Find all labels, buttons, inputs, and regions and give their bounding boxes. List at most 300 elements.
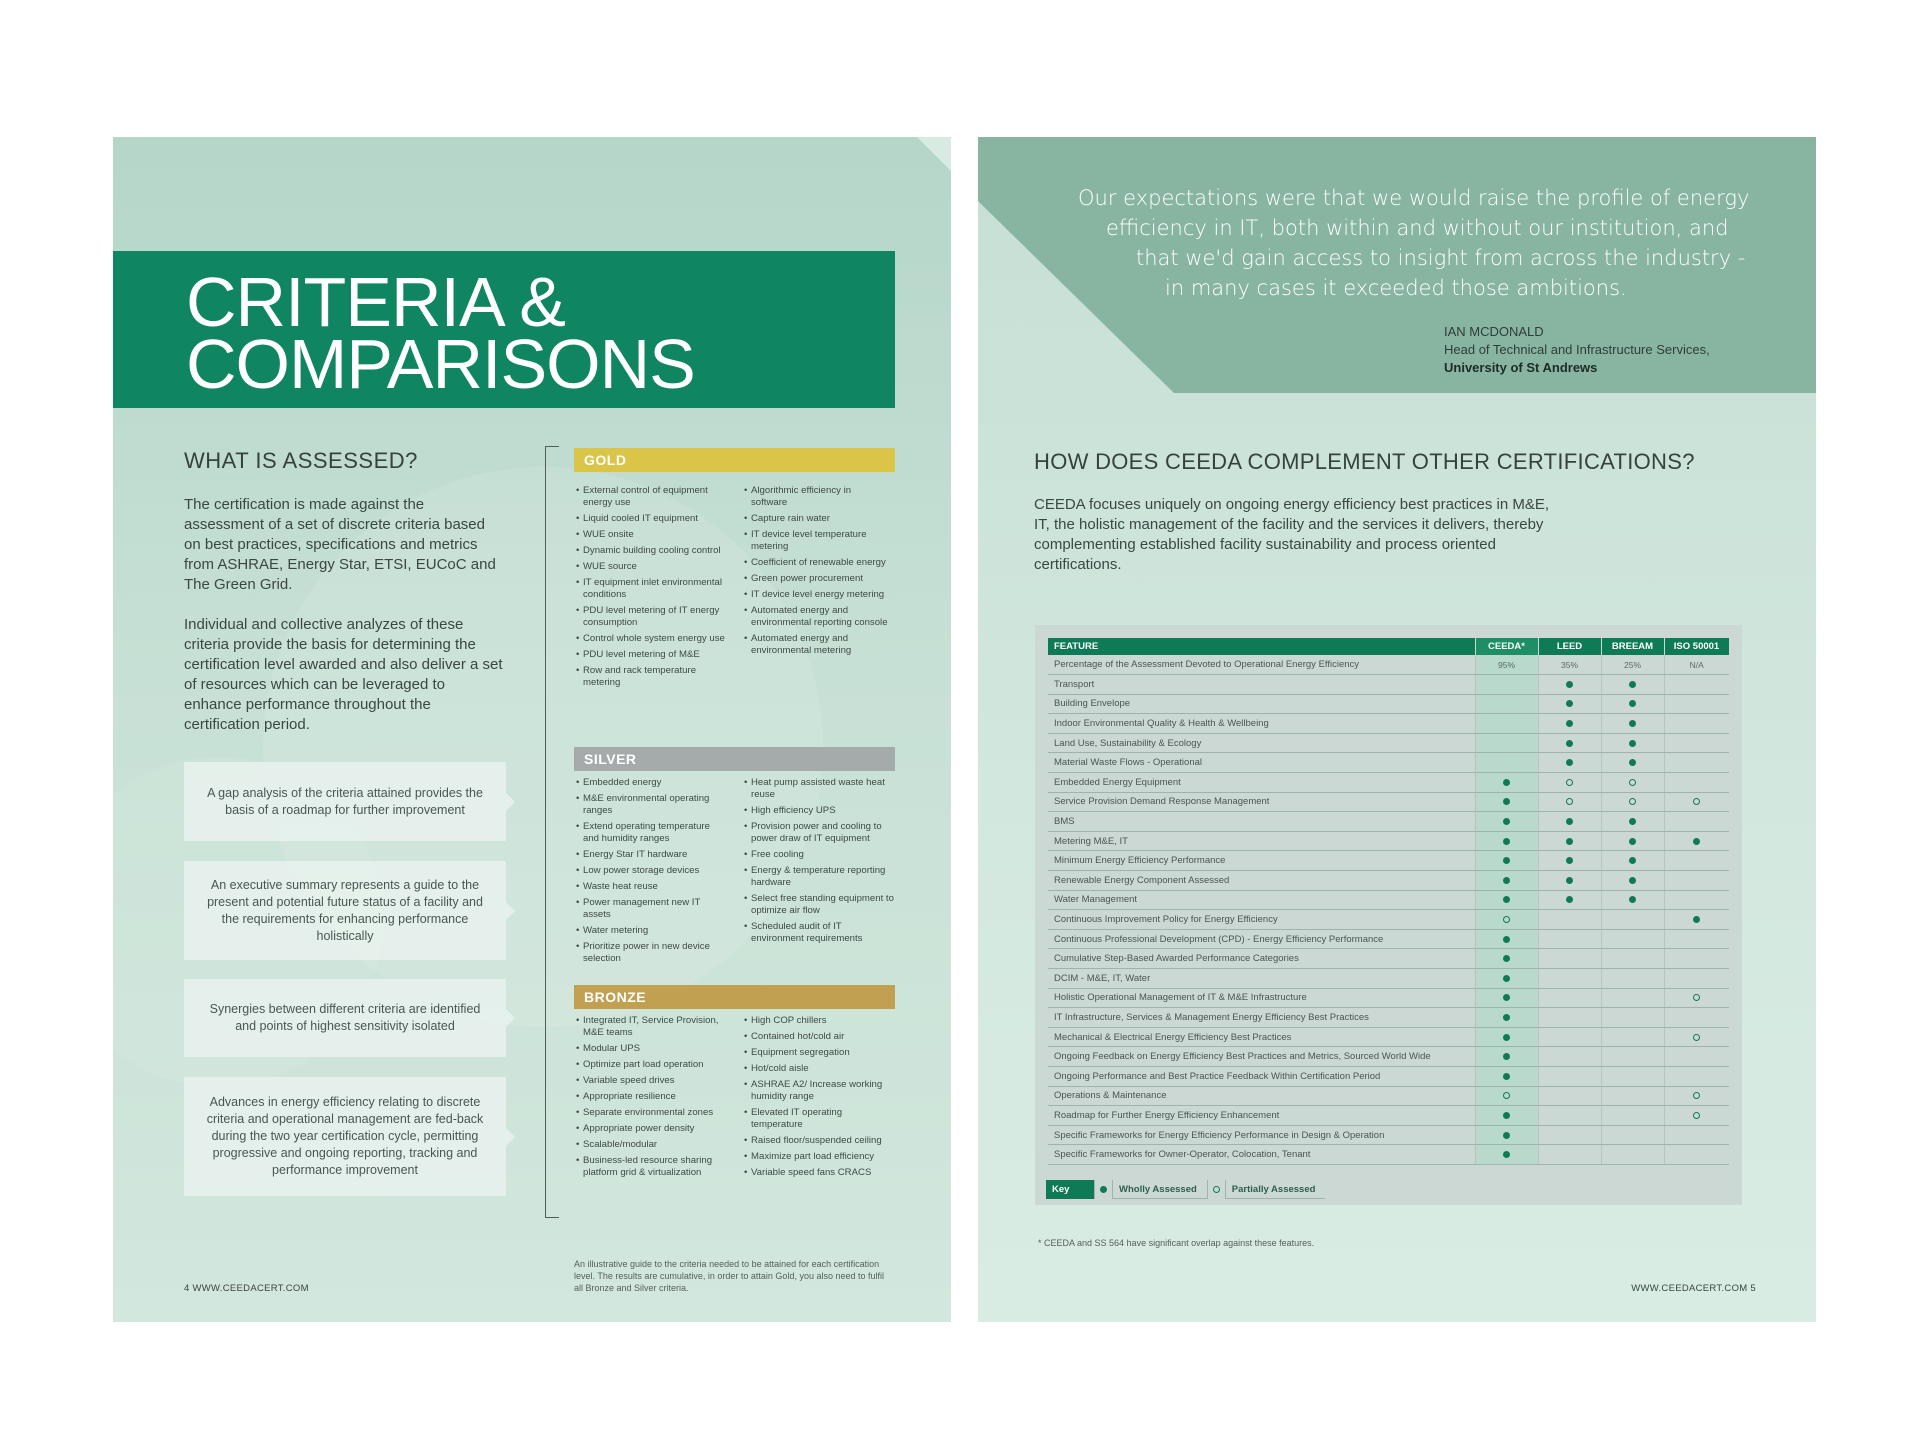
filled-circle-icon <box>1566 740 1573 747</box>
intro-paragraph-1: The certification is made against the assessment of a set of discrete criteria based on best practices, specifications and metrics from ASHRAE, Energy Star, ETSI, EUCoC and The Green Grid. <box>184 496 496 593</box>
empty-circle-icon <box>1693 1112 1700 1119</box>
mark-cell <box>1664 871 1729 891</box>
table-row <box>1048 773 1729 793</box>
feature-cell: Continuous Professional Development (CPD) - Energy Efficiency Performance <box>1048 929 1475 949</box>
criteria-item: • Power management new IT assets <box>576 897 726 921</box>
mark-cell <box>1601 1145 1664 1165</box>
feature-cell: BMS <box>1048 812 1475 832</box>
criteria-item: • Coefficient of renewable energy <box>744 557 889 569</box>
mark-cell <box>1601 1106 1664 1126</box>
mark-cell <box>1538 1086 1601 1106</box>
table-row <box>1048 1125 1729 1145</box>
mark-cell <box>1475 694 1538 714</box>
mark-cell <box>1601 753 1664 773</box>
criteria-item: • Waste heat reuse <box>576 881 726 893</box>
page-fold-corner <box>917 137 951 171</box>
filled-circle-icon <box>1503 1073 1510 1080</box>
empty-circle-icon <box>1693 1092 1700 1099</box>
criteria-item: • Contained hot/cold air <box>744 1031 894 1043</box>
filled-circle-icon <box>1503 1112 1510 1119</box>
footer-left: 4 WWW.CEEDACERT.COM <box>184 1283 309 1294</box>
criteria-item: • Low power storage devices <box>576 865 726 877</box>
mark-cell <box>1538 1008 1601 1028</box>
filled-circle-icon <box>1566 877 1573 884</box>
filled-circle-icon <box>1566 681 1573 688</box>
criteria-item: • Equipment segregation <box>744 1047 894 1059</box>
feature-cell: DCIM - M&E, IT, Water <box>1048 969 1475 989</box>
mark-cell <box>1664 1008 1729 1028</box>
criteria-item: • Control whole system energy use <box>576 633 726 645</box>
mark-cell <box>1664 988 1729 1008</box>
mark-cell <box>1664 851 1729 871</box>
feature-cell: Transport <box>1048 675 1475 695</box>
criteria-bracket <box>545 446 559 1218</box>
table-row <box>1048 910 1729 930</box>
mark-cell <box>1538 792 1601 812</box>
filled-circle-icon <box>1629 877 1636 884</box>
criteria-item: • Raised floor/suspended ceiling <box>744 1135 894 1147</box>
mark-cell <box>1664 1125 1729 1145</box>
filled-circle-icon <box>1693 838 1700 845</box>
mark-cell <box>1475 851 1538 871</box>
bronze-criteria-list-2 <box>744 1015 894 1183</box>
mark-cell <box>1601 675 1664 695</box>
criteria-item: • Heat pump assisted waste heat reuse <box>744 777 894 801</box>
mark-cell <box>1664 1106 1729 1126</box>
mark-cell <box>1538 733 1601 753</box>
mark-cell <box>1475 949 1538 969</box>
mark-cell <box>1538 1145 1601 1165</box>
criteria-item: • Energy & temperature reporting hardware <box>744 865 894 889</box>
mark-cell <box>1538 753 1601 773</box>
empty-circle-icon <box>1693 994 1700 1001</box>
filled-circle-icon <box>1566 838 1573 845</box>
mark-cell <box>1475 753 1538 773</box>
filled-circle-icon <box>1629 759 1636 766</box>
complement-paragraph: CEEDA focuses uniquely on ongoing energy efficiency best practices in M&E, IT, the holistic management of the facility and the services it delivers, thereby complementing established facility sustainability and process oriented certifications. <box>1034 496 1550 573</box>
section-heading-what-is-assessed: WHAT IS ASSESSED? <box>184 448 418 473</box>
table-row <box>1048 890 1729 910</box>
mark-cell <box>1601 988 1664 1008</box>
table-row <box>1048 831 1729 851</box>
criteria-item: • Separate environmental zones <box>576 1107 726 1119</box>
criteria-item: • Water metering <box>576 925 726 937</box>
percent-cell-ceeda: 95% <box>1475 655 1538 675</box>
quote-line: that we'd gain access to insight from across the industry - <box>1136 246 1746 270</box>
section-heading-complement: HOW DOES CEEDA COMPLEMENT OTHER CERTIFICATIONS? <box>1034 449 1695 474</box>
mark-cell <box>1664 1066 1729 1086</box>
feature-cell: Operations & Maintenance <box>1048 1086 1475 1106</box>
mark-cell <box>1664 1027 1729 1047</box>
mark-cell <box>1538 871 1601 891</box>
mark-cell <box>1601 1008 1664 1028</box>
mark-cell <box>1538 851 1601 871</box>
criteria-item: • Free cooling <box>744 849 894 861</box>
mark-cell <box>1601 871 1664 891</box>
key-partially-assessed: Partially Assessed <box>1225 1180 1326 1199</box>
mark-cell <box>1475 1047 1538 1067</box>
feature-cell: Percentage of the Assessment Devoted to Operational Energy Efficiency <box>1048 655 1475 675</box>
filled-circle-icon <box>1503 818 1510 825</box>
filled-circle-icon <box>1503 1151 1510 1158</box>
mark-cell <box>1538 910 1601 930</box>
criteria-item: • High efficiency UPS <box>744 805 894 817</box>
mark-cell <box>1475 1125 1538 1145</box>
mark-cell <box>1538 714 1601 734</box>
criteria-item: • Maximize part load efficiency <box>744 1151 894 1163</box>
feature-cell: IT Infrastructure, Services & Management Energy Efficiency Best Practices <box>1048 1008 1475 1028</box>
filled-circle-icon <box>1566 720 1573 727</box>
empty-circle-icon <box>1503 1092 1510 1099</box>
table-header-row <box>1048 638 1729 655</box>
gold-criteria-list-1 <box>576 485 726 693</box>
empty-circle-icon <box>1629 798 1636 805</box>
mark-cell <box>1538 773 1601 793</box>
feature-cell: Minimum Energy Efficiency Performance <box>1048 851 1475 871</box>
mark-cell <box>1601 831 1664 851</box>
mark-cell <box>1538 831 1601 851</box>
criteria-item: • Energy Star IT hardware <box>576 849 726 861</box>
mark-cell <box>1538 1125 1601 1145</box>
mark-cell <box>1475 1066 1538 1086</box>
gold-level-header: GOLD <box>574 448 895 472</box>
mark-cell <box>1475 1027 1538 1047</box>
filled-circle-icon <box>1566 818 1573 825</box>
mark-cell <box>1475 910 1538 930</box>
mark-cell <box>1475 675 1538 695</box>
filled-circle-icon <box>1503 975 1510 982</box>
quote-line: efficiency in IT, both within and without our institution, and <box>1106 216 1729 240</box>
filled-circle-icon <box>1503 1053 1510 1060</box>
key-label: Key <box>1046 1180 1094 1199</box>
mark-cell <box>1538 929 1601 949</box>
left-page <box>113 137 951 1322</box>
mark-cell <box>1664 733 1729 753</box>
mark-cell <box>1475 812 1538 832</box>
criteria-item: • Appropriate resilience <box>576 1091 726 1103</box>
mark-cell <box>1475 1008 1538 1028</box>
table-row <box>1048 1047 1729 1067</box>
percent-cell-breeam: 25% <box>1601 655 1664 675</box>
criteria-item: • Automated energy and environmental metering <box>744 633 889 657</box>
filled-circle-icon <box>1566 759 1573 766</box>
table-row <box>1048 1027 1729 1047</box>
empty-circle-icon <box>1566 798 1573 805</box>
mark-cell <box>1664 753 1729 773</box>
mark-cell <box>1664 890 1729 910</box>
table-row <box>1048 714 1729 734</box>
filled-circle-icon <box>1094 1180 1112 1199</box>
criteria-item: • Scalable/modular <box>576 1139 726 1151</box>
feature-cell: Land Use, Sustainability & Ecology <box>1048 733 1475 753</box>
quote-attribution <box>1444 323 1710 377</box>
filled-circle-icon <box>1503 1014 1510 1021</box>
bronze-criteria-list-1 <box>576 1015 726 1183</box>
criteria-item: • PDU level metering of M&E <box>576 649 726 661</box>
mark-cell <box>1601 733 1664 753</box>
feature-cell: Holistic Operational Management of IT & M&E Infrastructure <box>1048 988 1475 1008</box>
criteria-item: • WUE onsite <box>576 529 726 541</box>
mark-cell <box>1601 1027 1664 1047</box>
table-row <box>1048 1066 1729 1086</box>
mark-cell <box>1475 1145 1538 1165</box>
filled-circle-icon <box>1503 857 1510 864</box>
title-banner <box>113 251 895 408</box>
table-row <box>1048 929 1729 949</box>
header-feature: FEATURE <box>1048 638 1475 655</box>
mark-cell <box>1601 890 1664 910</box>
mark-cell <box>1538 988 1601 1008</box>
comparison-table-panel <box>1035 625 1742 1205</box>
silver-criteria-list-1 <box>576 777 726 969</box>
filled-circle-icon <box>1503 1034 1510 1041</box>
filled-circle-icon <box>1629 857 1636 864</box>
mark-cell <box>1475 969 1538 989</box>
mark-cell <box>1601 851 1664 871</box>
criteria-item: • Variable speed drives <box>576 1075 726 1087</box>
criteria-item: • Business-led resource sharing platform grid & virtualization <box>576 1155 726 1179</box>
criteria-item: • Integrated IT, Service Provision, M&E teams <box>576 1015 726 1039</box>
filled-circle-icon <box>1503 1132 1510 1139</box>
criteria-item: • Scheduled audit of IT environment requirements <box>744 921 894 945</box>
gold-criteria-list-2 <box>744 485 889 661</box>
mark-cell <box>1601 792 1664 812</box>
mark-cell <box>1664 910 1729 930</box>
filled-circle-icon <box>1503 877 1510 884</box>
header-leed: LEED <box>1538 638 1601 655</box>
callout-advances: Advances in energy efficiency relating to discrete criteria and operational management are fed-back during the two year certification cycle, permitting progressive and ongoing reporting, tracking and performance improvement <box>184 1077 506 1196</box>
feature-cell: Metering M&E, IT <box>1048 831 1475 851</box>
callout-executive-summary: An executive summary represents a guide to the present and potential future status of a facility and the requirements for enhancing performance holistically <box>184 861 506 960</box>
criteria-item: • Variable speed fans CRACS <box>744 1167 894 1179</box>
page-title-line-1: CRITERIA & <box>186 263 565 341</box>
table-row <box>1048 871 1729 891</box>
mark-cell <box>1538 1027 1601 1047</box>
filled-circle-icon <box>1503 936 1510 943</box>
criteria-item: • Green power procurement <box>744 573 889 585</box>
mark-cell <box>1475 988 1538 1008</box>
table-row <box>1048 1145 1729 1165</box>
mark-cell <box>1475 1106 1538 1126</box>
criteria-item: • Elevated IT operating temperature <box>744 1107 894 1131</box>
mark-cell <box>1664 929 1729 949</box>
mark-cell <box>1538 969 1601 989</box>
criteria-item: • M&E environmental operating ranges <box>576 793 726 817</box>
silver-criteria-list-2 <box>744 777 894 949</box>
intro-paragraph-2: Individual and collective analyzes of these criteria provide the basis for determining the certification level awarded and also deliver a set of resources which can be leveraged to enhance performance throughout the certification period. <box>184 616 503 733</box>
mark-cell <box>1664 1145 1729 1165</box>
feature-cell: Ongoing Performance and Best Practice Feedback Within Certification Period <box>1048 1066 1475 1086</box>
table-row <box>1048 694 1729 714</box>
filled-circle-icon <box>1503 798 1510 805</box>
mark-cell <box>1664 949 1729 969</box>
criteria-item: • High COP chillers <box>744 1015 894 1027</box>
percent-cell-iso: N/A <box>1664 655 1729 675</box>
mark-cell <box>1601 1047 1664 1067</box>
table-row <box>1048 675 1729 695</box>
mark-cell <box>1475 929 1538 949</box>
mark-cell <box>1601 949 1664 969</box>
footer-right: WWW.CEEDACERT.COM 5 <box>1631 1283 1756 1294</box>
mark-cell <box>1538 1106 1601 1126</box>
mark-cell <box>1538 694 1601 714</box>
criteria-item: • Capture rain water <box>744 513 889 525</box>
table-row <box>1048 949 1729 969</box>
mark-cell <box>1475 871 1538 891</box>
attribution-name: IAN MCDONALD <box>1444 324 1544 339</box>
mark-cell <box>1475 714 1538 734</box>
table-row <box>1048 1106 1729 1126</box>
filled-circle-icon <box>1566 857 1573 864</box>
attribution-organisation: University of St Andrews <box>1444 360 1598 375</box>
mark-cell <box>1601 714 1664 734</box>
empty-circle-icon <box>1503 916 1510 923</box>
filled-circle-icon <box>1629 818 1636 825</box>
table-footnote: * CEEDA and SS 564 have significant overlap against these features. <box>1038 1238 1315 1248</box>
filled-circle-icon <box>1629 838 1636 845</box>
mark-cell <box>1475 773 1538 793</box>
mark-cell <box>1664 812 1729 832</box>
criteria-item: • Select free standing equipment to optimize air flow <box>744 893 894 917</box>
feature-cell: Cumulative Step-Based Awarded Performance Categories <box>1048 949 1475 969</box>
attribution-role: Head of Technical and Infrastructure Services, <box>1444 342 1710 357</box>
empty-circle-icon <box>1693 798 1700 805</box>
mark-cell <box>1601 969 1664 989</box>
mark-cell <box>1475 1086 1538 1106</box>
key-wholly-assessed: Wholly Assessed <box>1112 1180 1207 1199</box>
filled-circle-icon <box>1503 994 1510 1001</box>
feature-cell: Embedded Energy Equipment <box>1048 773 1475 793</box>
criteria-item: • PDU level metering of IT energy consumption <box>576 605 726 629</box>
feature-cell: Renewable Energy Component Assessed <box>1048 871 1475 891</box>
table-row <box>1048 733 1729 753</box>
criteria-item: • External control of equipment energy use <box>576 485 726 509</box>
mark-cell <box>1601 929 1664 949</box>
criteria-item: • Extend operating temperature and humidity ranges <box>576 821 726 845</box>
criteria-item: • Modular UPS <box>576 1043 726 1055</box>
criteria-note: An illustrative guide to the criteria needed to be attained for each certification level. The results are cumulative, in order to attain Gold, you also need to fulfil all Bronze and Silver criteria. <box>574 1259 884 1293</box>
mark-cell <box>1538 949 1601 969</box>
mark-cell <box>1475 890 1538 910</box>
feature-cell: Continuous Improvement Policy for Energy Efficiency <box>1048 910 1475 930</box>
filled-circle-icon <box>1503 779 1510 786</box>
mark-cell <box>1601 812 1664 832</box>
callout-gap-analysis: A gap analysis of the criteria attained provides the basis of a roadmap for further improvement <box>184 762 506 841</box>
mark-cell <box>1601 1086 1664 1106</box>
criteria-item: • Row and rack temperature metering <box>576 665 726 689</box>
mark-cell <box>1664 1086 1729 1106</box>
right-page <box>978 137 1816 1322</box>
mark-cell <box>1664 694 1729 714</box>
mark-cell <box>1664 831 1729 851</box>
mark-cell <box>1664 792 1729 812</box>
mark-cell <box>1664 969 1729 989</box>
comparison-table <box>1048 638 1730 1165</box>
filled-circle-icon <box>1503 955 1510 962</box>
table-row <box>1048 969 1729 989</box>
criteria-item: • Provision power and cooling to power draw of IT equipment <box>744 821 894 845</box>
percent-cell-leed: 35% <box>1538 655 1601 675</box>
table-row <box>1048 988 1729 1008</box>
feature-cell: Indoor Environmental Quality & Health & Wellbeing <box>1048 714 1475 734</box>
criteria-item: • Prioritize power in new device selection <box>576 941 726 965</box>
feature-cell: Building Envelope <box>1048 694 1475 714</box>
filled-circle-icon <box>1629 896 1636 903</box>
criteria-item: • Embedded energy <box>576 777 726 789</box>
feature-cell: Specific Frameworks for Energy Efficiency Performance in Design & Operation <box>1048 1125 1475 1145</box>
quote-line: Our expectations were that we would raise the profile of energy <box>1078 186 1750 210</box>
filled-circle-icon <box>1503 838 1510 845</box>
mark-cell <box>1475 733 1538 753</box>
quote-line: in many cases it exceeded those ambitions. <box>1165 276 1627 300</box>
criteria-item: • Liquid cooled IT equipment <box>576 513 726 525</box>
mark-cell <box>1601 1066 1664 1086</box>
mark-cell <box>1538 675 1601 695</box>
header-breeam: BREEAM <box>1601 638 1664 655</box>
mark-cell <box>1664 1047 1729 1067</box>
empty-circle-icon <box>1566 779 1573 786</box>
criteria-item: • Algorithmic efficiency in software <box>744 485 889 509</box>
filled-circle-icon <box>1629 720 1636 727</box>
table-key <box>1046 1180 1325 1199</box>
feature-cell: Mechanical & Electrical Energy Efficiency Best Practices <box>1048 1027 1475 1047</box>
filled-circle-icon <box>1629 681 1636 688</box>
table-row <box>1048 753 1729 773</box>
empty-circle-icon <box>1629 779 1636 786</box>
mark-cell <box>1601 773 1664 793</box>
table-row <box>1048 792 1729 812</box>
criteria-item: • Automated energy and environmental reporting console <box>744 605 889 629</box>
feature-cell: Water Management <box>1048 890 1475 910</box>
page-title-line-2: COMPARISONS <box>186 325 695 403</box>
feature-cell: Ongoing Feedback on Energy Efficiency Best Practices and Metrics, Sourced World Wide <box>1048 1047 1475 1067</box>
mark-cell <box>1538 1066 1601 1086</box>
filled-circle-icon <box>1629 700 1636 707</box>
criteria-item: • Appropriate power density <box>576 1123 726 1135</box>
mark-cell <box>1601 910 1664 930</box>
mark-cell <box>1475 792 1538 812</box>
header-ceeda: CEEDA* <box>1475 638 1538 655</box>
feature-cell: Specific Frameworks for Owner-Operator, Colocation, Tenant <box>1048 1145 1475 1165</box>
criteria-item: • Optimize part load operation <box>576 1059 726 1071</box>
mark-cell <box>1538 812 1601 832</box>
filled-circle-icon <box>1629 740 1636 747</box>
empty-circle-icon <box>1693 1034 1700 1041</box>
table-row <box>1048 812 1729 832</box>
mark-cell <box>1601 694 1664 714</box>
testimonial-quote <box>1078 183 1758 303</box>
empty-circle-icon <box>1207 1180 1225 1199</box>
criteria-item: • IT device level energy metering <box>744 589 889 601</box>
mark-cell <box>1601 1125 1664 1145</box>
feature-cell: Material Waste Flows - Operational <box>1048 753 1475 773</box>
criteria-item: • IT device level temperature metering <box>744 529 889 553</box>
header-iso50001: ISO 50001 <box>1664 638 1729 655</box>
filled-circle-icon <box>1503 896 1510 903</box>
criteria-item: • IT equipment inlet environmental conditions <box>576 577 726 601</box>
mark-cell <box>1664 675 1729 695</box>
callout-synergies: Synergies between different criteria are identified and points of highest sensitivity isolated <box>184 979 506 1057</box>
filled-circle-icon <box>1693 916 1700 923</box>
filled-circle-icon <box>1566 700 1573 707</box>
feature-cell: Roadmap for Further Energy Efficiency Enhancement <box>1048 1106 1475 1126</box>
criteria-item: • WUE source <box>576 561 726 573</box>
table-row <box>1048 1008 1729 1028</box>
mark-cell <box>1664 714 1729 734</box>
table-row <box>1048 851 1729 871</box>
mark-cell <box>1475 831 1538 851</box>
mark-cell <box>1538 1047 1601 1067</box>
